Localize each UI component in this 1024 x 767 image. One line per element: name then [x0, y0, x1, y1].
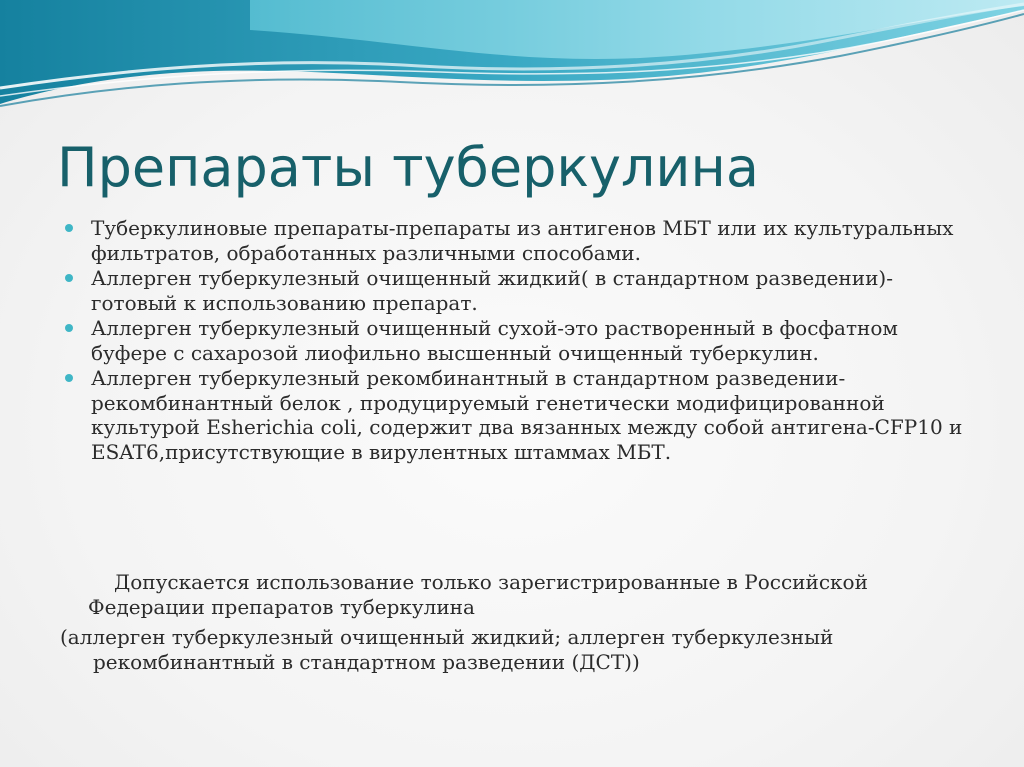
- bullet-dot-icon: [65, 324, 73, 332]
- list-item: [65, 216, 965, 265]
- list-item: [65, 266, 965, 315]
- bullet-text: Аллерген туберкулезный очищенный жидкий( в стандартном разведении)-готовый к использованию препарат.: [91, 266, 893, 315]
- bullet-list: [65, 216, 965, 465]
- slide-title: Препараты туберкулина: [57, 136, 759, 199]
- decorative-waves: [0, 0, 1024, 130]
- registration-note-examples: (аллерген туберкулезный очищенный жидкий; аллерген туберкулезный рекомбинантный в стандартном разведении (ДСТ)): [60, 625, 834, 674]
- list-item: [65, 316, 965, 365]
- registration-note: Допускается использование только зарегистрированные в Российской Федерации препаратов туберкулина: [88, 570, 868, 619]
- bullet-dot-icon: [65, 274, 73, 282]
- bullet-text: Туберкулиновые препараты-препараты из антигенов МБТ или их культуральных фильтратов, обработанных различными способами.: [91, 216, 954, 265]
- bullet-dot-icon: [65, 374, 73, 382]
- bullet-text: Аллерген туберкулезный очищенный сухой-это растворенный в фосфатном буфере с сахарозой лиофильно высшенный очищенный туберкулин.: [91, 316, 898, 365]
- bullet-text: Аллерген туберкулезный рекомбинантный в стандартном разведении- рекомбинантный белок , продуцируемый генетически модифицированной культурой Esherichia coli, содержит два вязанных между собой антигена-CFP10 и ESAT6,присутствующие в вирулентных штаммах МБТ.: [91, 366, 963, 464]
- bullet-dot-icon: [65, 224, 73, 232]
- list-item: [65, 366, 965, 464]
